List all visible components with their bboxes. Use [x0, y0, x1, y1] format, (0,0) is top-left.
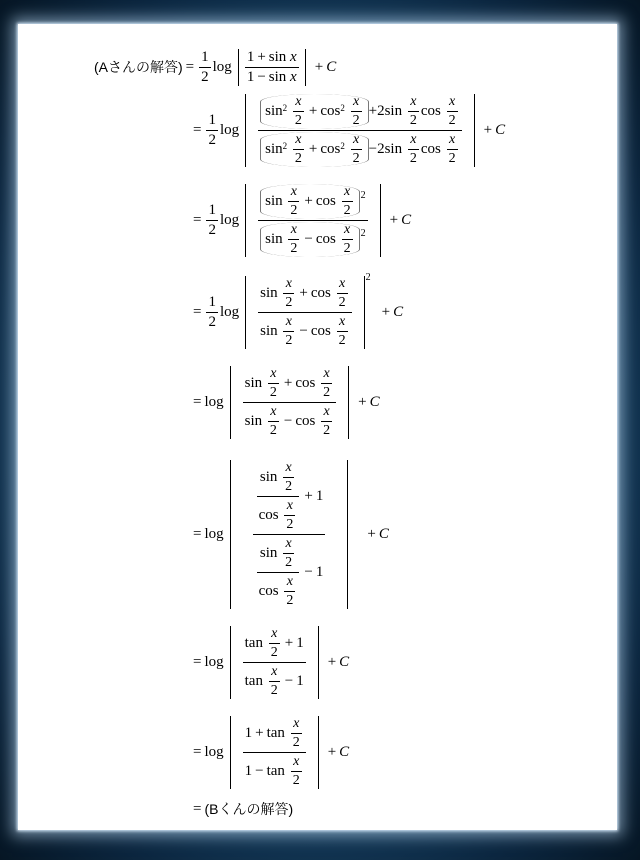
- equation-line-6: = log sin $\frac{x}{2}$ cos $\frac{x}{2}$ + 1 sin $\frac{x}{2}$ cos $\frac{x}{2}$ − 1 + C: [193, 459, 389, 608]
- solution-panel: [18, 24, 617, 830]
- absolute-value: sin $\frac{x}{2}$ + cos $\frac{x}{2}$ sin $\frac{x}{2}$ − cos $\frac{x}{2}$: [230, 366, 349, 439]
- absolute-value: sin $\frac{x}{2}$ + cos $\frac{x}{2}$ sin $\frac{x}{2}$ − cos $\frac{x}{2}$: [245, 276, 364, 349]
- label-b-answer: (Bくんの解答): [204, 801, 294, 817]
- absolute-value: sin 2 $\frac{x}{2}$ + cos 2 $\frac{x}{2}$ + 2 sin $\frac{x}{2}$ cos $\frac{x}{2}$ sin 2 $\frac{x}{2}$ + cos 2 $\frac{x}{2}$ − 2 sin $\frac{x}{2}$ cos $\frac{x}{2}$: [245, 94, 474, 167]
- absolute-value: 1 + tan $\frac{x}{2}$ 1 − tan $\frac{x}{2}$: [230, 716, 319, 789]
- equation-line-4: = $\frac{1}{2}$ log sin $\frac{x}{2}$ + cos $\frac{x}{2}$ sin $\frac{x}{2}$ − cos $\frac{x}{2}$ 2 + C: [193, 272, 404, 348]
- equation-line-9: = (Bくんの解答): [193, 800, 294, 817]
- label-a-answer: (Aさんの解答): [94, 59, 183, 75]
- equation-line-5: = log sin $\frac{x}{2}$ + cos $\frac{x}{2}$ sin $\frac{x}{2}$ − cos $\frac{x}{2}$ + C: [193, 365, 380, 438]
- fraction: 1 + sin x 1 − sin x: [246, 48, 297, 85]
- absolute-value: sin $\frac{x}{2}$ cos $\frac{x}{2}$ + 1 sin $\frac{x}{2}$ cos $\frac{x}{2}$ − 1: [230, 460, 349, 609]
- constant-c: C: [326, 58, 337, 75]
- absolute-value: sin $\frac{x}{2}$ + cos $\frac{x}{2}$ 2 sin $\frac{x}{2}$ − cos $\frac{x}{2}$ 2: [245, 184, 380, 257]
- fraction-one-half: $\frac{1}{2}$: [201, 48, 209, 85]
- equation-line-8: = log 1 + tan $\frac{x}{2}$ 1 − tan $\frac{x}{2}$ + C: [193, 715, 350, 788]
- equation-line-2: = $\frac{1}{2}$ log sin 2 $\frac{x}{2}$ + cos 2 $\frac{x}{2}$ + 2 sin $\frac{x}{2}$ cos $\frac{x}{2}$ sin 2 $\frac{x}{2}$ + cos 2 $\frac{x}{2}$ − 2 sin $\frac{x}{2}$ cos $\frac{x}{2}$ + C: [193, 93, 506, 166]
- equation-line-1: (Aさんの解答) = $\frac{1}{2}$ log 1 + sin x 1 − sin x + C: [94, 48, 337, 85]
- log-function: log: [212, 58, 232, 75]
- equation-line-7: = log tan $\frac{x}{2}$ + 1 tan $\frac{x}{2}$ − 1 + C: [193, 625, 350, 698]
- equals-sign: =: [185, 58, 195, 75]
- absolute-value: [238, 49, 306, 86]
- absolute-value: tan $\frac{x}{2}$ + 1 tan $\frac{x}{2}$ − 1: [230, 626, 319, 699]
- equation-line-3: = $\frac{1}{2}$ log sin $\frac{x}{2}$ + cos $\frac{x}{2}$ 2 sin $\frac{x}{2}$ − cos $\frac{x}{2}$ 2 + C: [193, 183, 412, 256]
